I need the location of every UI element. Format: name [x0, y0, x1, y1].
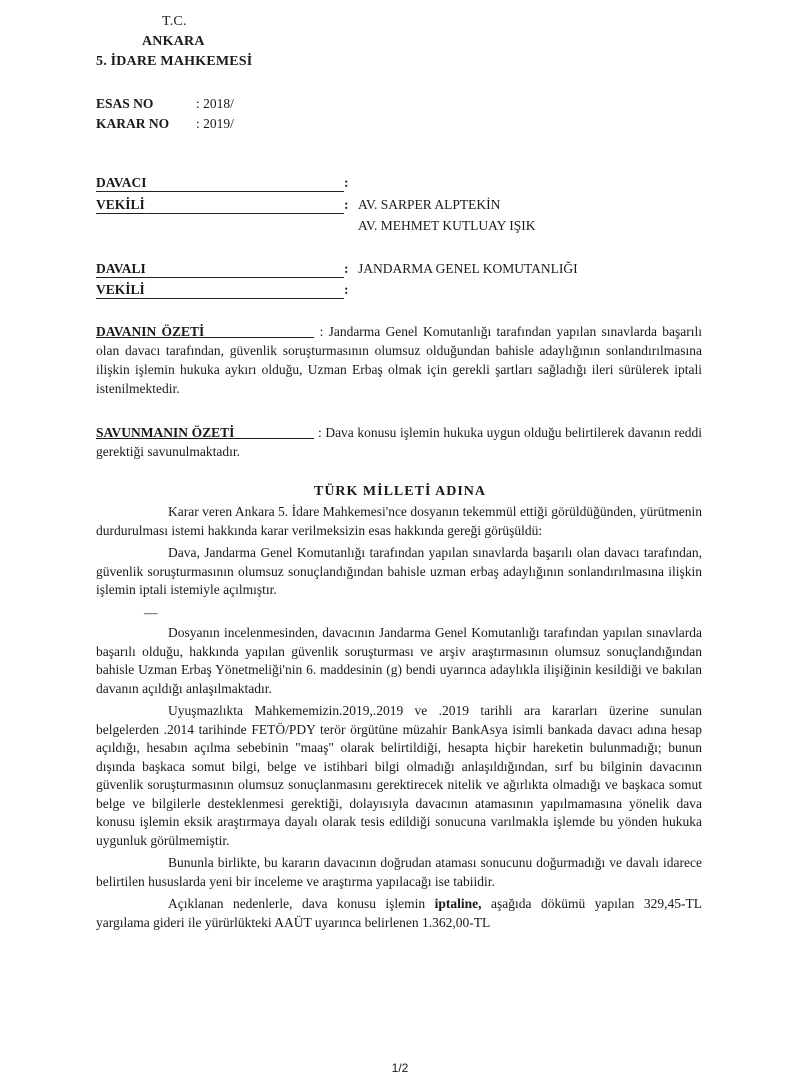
paragraph-dash: —	[144, 604, 158, 620]
paragraph-6-part-a: Açıklanan nedenlerle, dava konusu işlemin	[168, 896, 435, 911]
davali-value: JANDARMA GENEL KOMUTANLIĞI	[358, 261, 578, 276]
karar-no-line	[96, 116, 234, 132]
paragraph-4: Uyuşmazlıkta Mahkememizin.2019,.2019 ve .2019 tarihli ara kararları üzerine sunulan belgelerden .2014 tarihinde FETÖ/PDY terör örgütüne müzahir BankAsya isimli bankada davacı adına hesap açıldığı, hesabın açılma sebebinin "maaş" olarak belirtildiği, hesapta hiçbir hareketin bulunmadığı; bunun dışında başkaca somut bilgi, belge ve istihbari bilgi olmadığı anlaşıldığından, sırf bu bilginin davacının güvenlik soruşturmasının olumsuz sonuçlanmasını gerektirecek nitelik ve ağırlıkta olmadığı ve başkaca somut belge ve bilgilerle desteklenmesi gerektiği, dolayısıyla davacının atamasının yapılmamasına yönelik dava konusu işlemin eksik araştırmaya dayalı olarak tesis edildiği sonucuna varılmakla işlemde bu yönden hukuka uygunluk görülmemiştir.	[96, 703, 702, 848]
davaci-row	[96, 175, 702, 193]
paragraph-6-iptaline: iptaline,	[434, 896, 482, 911]
davali-colon: :	[344, 261, 349, 276]
davanin-ozeti-underline	[204, 336, 314, 338]
davali-row	[96, 261, 702, 279]
davanin-ozeti-text: : Jandarma Genel Komutanlığı tarafından yapılan sınavlarda başarılı olan davacı tarafından, güvenlik soruşturmasının olumsuz olduğundan bahisle adaylığının sonlandırılmasına ilişkin işlemin hukuka aykırı olduğu, Uzman Erbaş olmak için gerekli şartları sağladığı ileri sürülerek iptali istenilmektedir.	[96, 324, 702, 396]
davaci-label: DAVACI	[96, 175, 344, 192]
savunmanin-ozeti-section	[96, 423, 702, 461]
davali-vekili-row	[96, 282, 702, 300]
esas-no-line	[96, 96, 234, 112]
davanin-ozeti-section	[96, 322, 702, 398]
decision-title: TÜRK MİLLETİ ADINA	[313, 484, 487, 499]
header-tc: T.C.	[162, 14, 187, 29]
savunmanin-ozeti-text: : Dava konusu işlemin hukuka uygun olduğu belirtilerek davanın reddi gerektiği savunulmaktadır.	[96, 425, 702, 459]
karar-no-label: KARAR NO	[96, 116, 170, 131]
davali-label: DAVALI	[96, 261, 344, 278]
davaci-colon: :	[344, 175, 349, 190]
davaci-vekili-1: AV. SARPER ALPTEKİN	[358, 197, 501, 212]
esas-no-value: : 2018/	[196, 96, 234, 111]
savunmanin-ozeti-label: SAVUNMANIN ÖZETİ	[96, 425, 235, 440]
header-city: ANKARA	[142, 34, 205, 49]
karar-no-value: : 2019/	[196, 116, 234, 131]
paragraph-1: Karar veren Ankara 5. İdare Mahkemesi'nce dosyanın tekemmül ettiği görüldüğünden, yürütmenin durdurulması istemi hakkında karar verilmeksizin esas hakkında gereği görüşüldü:	[96, 504, 702, 538]
decision-body	[96, 503, 702, 936]
paragraph-5: Bununla birlikte, bu kararın davacının doğrudan ataması sonucunu doğurmadığı ve davalı idarece belirtilen hususlarda yeni bir inceleme ve araştırma yapılacağı ise tabiidir.	[96, 855, 702, 889]
davali-vekili-label: VEKİLİ	[96, 282, 344, 299]
davali-vekili-colon: :	[344, 282, 349, 297]
savunmanin-ozeti-underline	[234, 437, 314, 439]
davaci-vekili-2: AV. MEHMET KUTLUAY IŞIK	[358, 218, 536, 233]
paragraph-2: Dava, Jandarma Genel Komutanlığı tarafından yapılan sınavlarda başarılı olan davacı tarafından, güvenlik soruşturmasının olumsuz sonuçlandığından bahisle uzman erbaş adaylığının sonlandırılmasına ilişkin işlemin iptali istemiyle açılmıştır.	[96, 545, 702, 597]
davanin-ozeti-label: DAVANIN ÖZETİ	[96, 324, 205, 339]
paragraph-6	[96, 895, 702, 932]
davaci-vekili-2-row	[96, 218, 702, 236]
davaci-vekili-colon: :	[344, 197, 349, 212]
paragraph-6-part-c: aşağıda dökümü yapılan 329,45-TL yargılama gideri ile yürürlükteki AAÜT uyarınca belirlenen 1.362,00-TL	[96, 896, 702, 930]
page-number: 1/2	[391, 1061, 409, 1075]
esas-no-label: ESAS NO	[96, 96, 154, 111]
davaci-vekili-label: VEKİLİ	[96, 197, 344, 214]
davaci-vekili-row	[96, 197, 702, 215]
header-court: 5. İDARE MAHKEMESİ	[96, 54, 253, 69]
paragraph-3: Dosyanın incelenmesinden, davacının Jandarma Genel Komutanlığı tarafından yapılan sınavlarda başarılı olduğu, hakkında yapılan güvenlik soruşturması ve arşiv araştırmasının olumsuz sonuçlandığından bahisle Uzman Erbaş Yönetmeliği'nin 6. maddesinin (g) bendi uyarınca adaylıkla ilişiğinin kesildiği ve bakılan davanın açıldığı anlaşılmaktadır.	[96, 625, 702, 696]
